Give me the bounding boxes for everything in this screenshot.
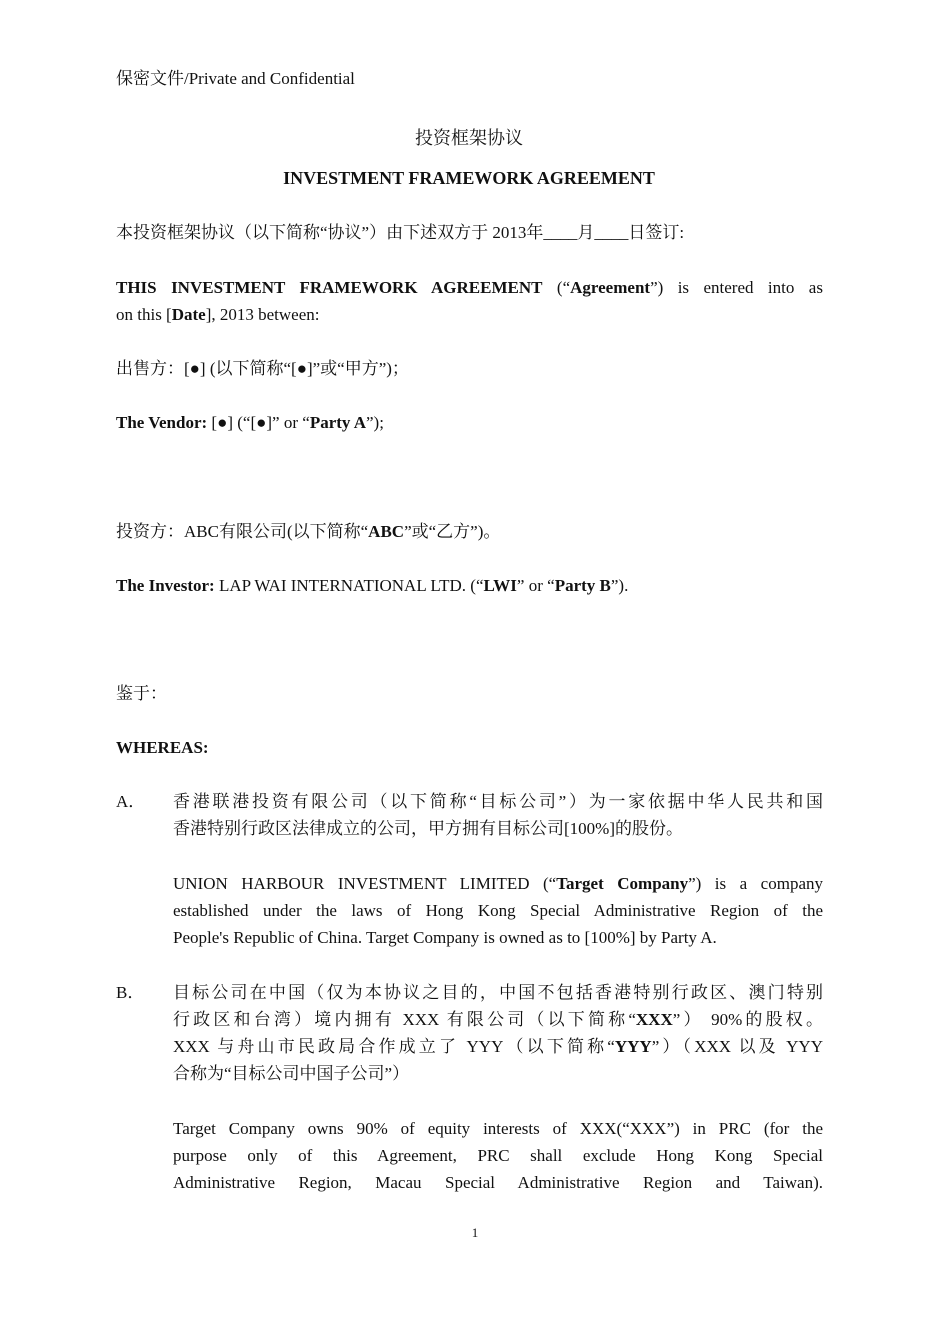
item-b-english-line-3: Administrative Region, Macau Special Administrative Region and Taiwan). [173,1173,823,1192]
item-a-english-line-1: UNION HARBOUR INVESTMENT LIMITED (“Target Company”) is a company [173,874,823,893]
item-b-label: B． [116,983,145,1002]
vendor-chinese: 出售方：[●] (以下简称“[●]”或“甲方”)； [116,359,409,378]
title-english: INVESTMENT FRAMEWORK AGREEMENT [283,168,655,188]
item-a-english-line-3: People's Republic of China. Target Company is owned as to [100%] by Party A. [173,928,717,947]
investor-chinese: 投资方：ABC有限公司(以下简称“ABC”或“乙方”)。 [116,522,501,541]
page-number: 1 [471,1225,479,1240]
item-a-english-line-2: established under the laws of Hong Kong Special Administrative Region of the [173,901,823,920]
item-b-chinese-line-4: 合称为“目标公司中国子公司”） [173,1064,410,1083]
item-b-chinese-line-2: 行政区和台湾）境内拥有 XXX 有限公司（以下简称“XXX”） 90%的股权。 [173,1010,823,1029]
intro-english-line-1: THIS INVESTMENT FRAMEWORK AGREEMENT (“Agreement”) is entered into as [116,278,823,297]
item-a-chinese-line-1: 香港联港投资有限公司（以下简称“目标公司”）为一家依据中华人民共和国 [173,792,823,811]
whereas-chinese: 鉴于： [116,684,167,703]
item-a-label: A． [116,792,146,811]
investor-english: The Investor: LAP WAI INTERNATIONAL LTD. (“LWI” or “Party B”). [116,576,629,595]
intro-chinese: 本投资框架协议（以下简称“协议”）由下述双方于 2013年____月____日签订: [116,223,685,242]
item-b-chinese-line-3: XXX 与舟山市民政局合作成立了 YYY（以下简称“YYY”）（XXX 以及 YYY [173,1037,823,1056]
confidential-header: 保密文件/Private and Confidential [116,69,355,88]
intro-english-line-2: on this [Date], 2013 between: [116,305,320,324]
vendor-english: The Vendor: [●] (“[●]” or “Party A”); [116,413,384,432]
item-a-chinese-line-2: 香港特别行政区法律成立的公司，甲方拥有目标公司[100%]的股份。 [173,819,683,838]
item-b-english-line-1: Target Company owns 90% of equity interests of XXX(“XXX”) in PRC (for the [173,1119,823,1138]
whereas-english: WHEREAS: [116,738,209,757]
item-b-english-line-2: purpose only of this Agreement, PRC shall exclude Hong Kong Special [173,1146,823,1165]
item-b-chinese-line-1: 目标公司在中国（仅为本协议之目的，中国不包括香港特别行政区、澳门特别 [173,983,823,1002]
title-chinese: 投资框架协议 [415,128,523,148]
